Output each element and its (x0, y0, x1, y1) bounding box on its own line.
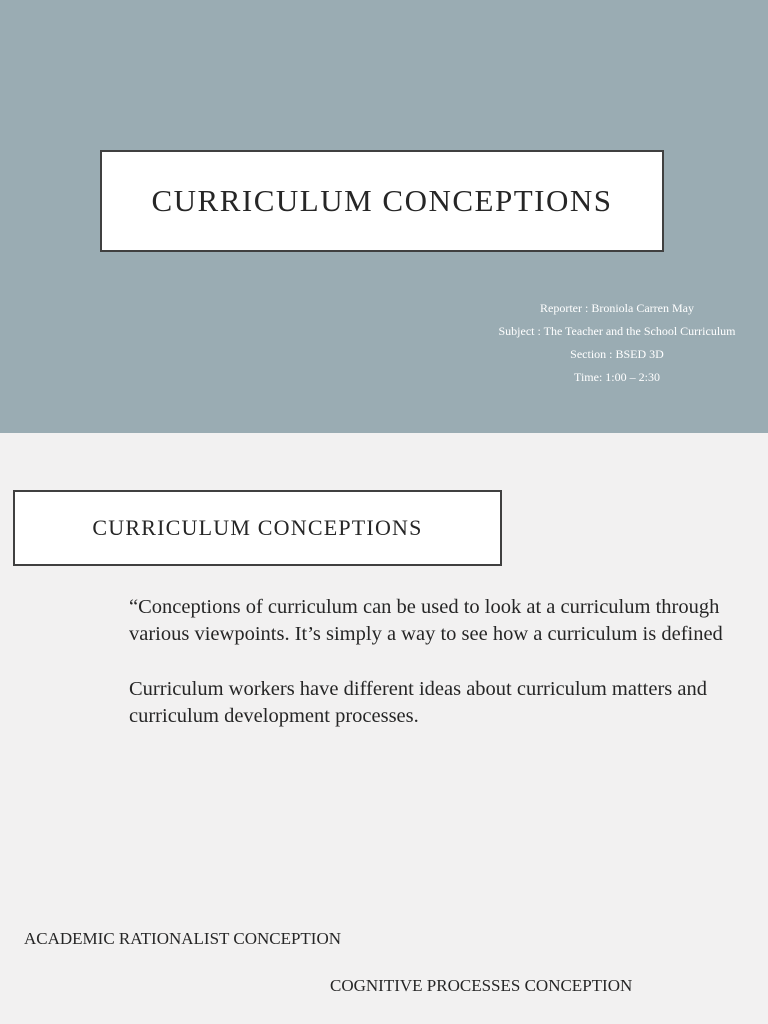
title-slide (0, 0, 768, 433)
time-line: Time: 1:00 – 2:30 (574, 370, 660, 384)
content-slide (0, 433, 768, 1024)
academic-rationalist-label: ACADEMIC RATIONALIST CONCEPTION (24, 929, 342, 948)
definition-paragraph: “Conceptions of curriculum can be used to look at a curriculum through various viewpoints. It’s simply a way to see how a curriculum is defined (129, 596, 723, 645)
heading-box (13, 490, 502, 566)
reporter-line: Reporter : Broniola Carren May (540, 301, 694, 315)
cognitive-processes-label: COGNITIVE PROCESSES CONCEPTION (330, 976, 633, 995)
presentation-details (480, 297, 754, 389)
slide-title: CURRICULUM CONCEPTIONS (151, 183, 613, 218)
section-line: Section : BSED 3D (570, 347, 664, 361)
body-text (129, 594, 729, 758)
title-box (100, 150, 664, 252)
curriculum-workers-paragraph: Curriculum workers have different ideas about curriculum matters and curriculum development processes. (129, 678, 707, 727)
subject-line: Subject : The Teacher and the School Curriculum (498, 324, 736, 338)
slide-heading: CURRICULUM CONCEPTIONS (92, 515, 423, 540)
